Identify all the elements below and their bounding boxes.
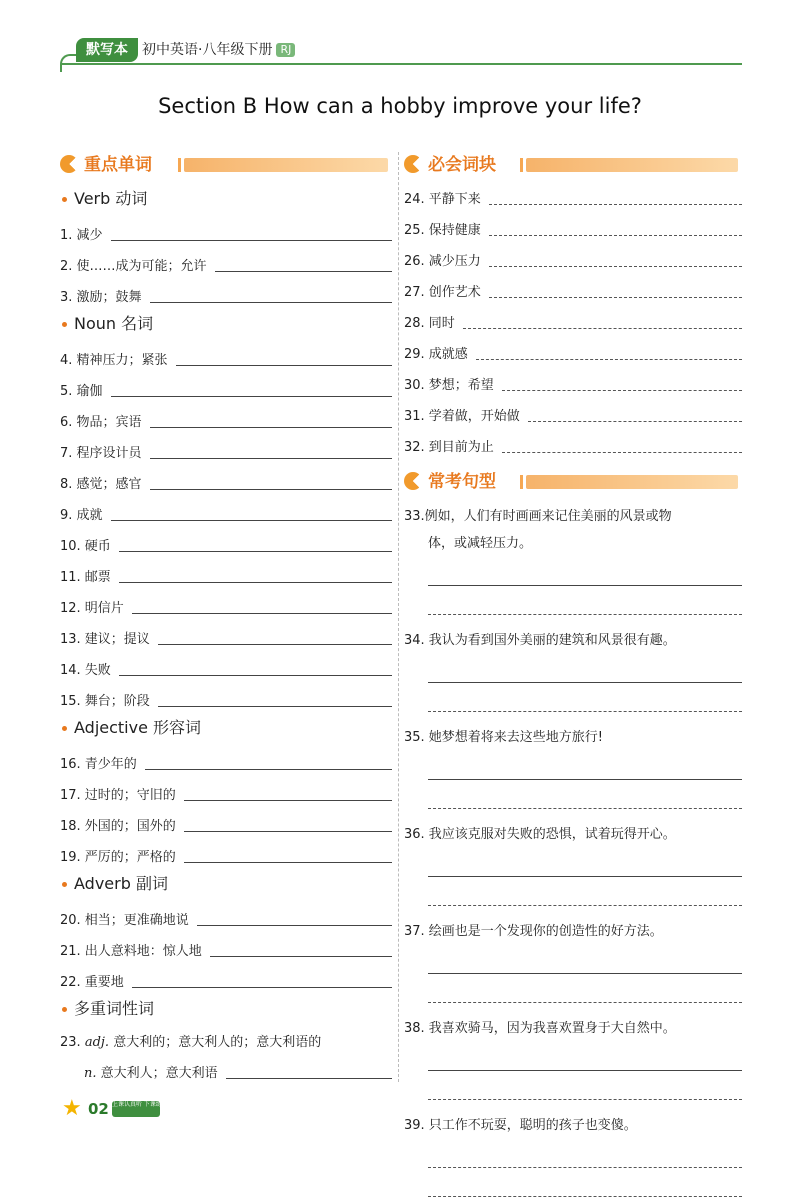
page-title: Section B How can a hobby improve your life?	[158, 94, 642, 118]
chunk-row	[404, 306, 742, 337]
pos-label-adjective: Adjective 形容词	[60, 715, 392, 741]
answer-blank[interactable]	[111, 396, 392, 397]
pacman-icon	[404, 472, 422, 490]
item-meaning: 意大利的；意大利人的；意大利语的	[113, 1035, 322, 1050]
vocab-prompt: 16. 青少年的	[60, 757, 137, 772]
answer-blank[interactable]	[210, 956, 392, 957]
sentence-33	[404, 503, 742, 615]
section-bar-cap	[178, 158, 181, 172]
answer-blank[interactable]	[158, 644, 392, 645]
answer-blank[interactable]	[184, 862, 392, 863]
answer-line[interactable]	[428, 557, 742, 586]
vocab-prompt: 1. 减少	[60, 228, 103, 243]
pos-label-noun: Noun 名词	[60, 311, 392, 337]
footer-tag: 上课认真听 下课练大题	[112, 1101, 160, 1117]
header-subtitle-text: 初中英语·八年级下册	[142, 42, 273, 58]
vocab-row	[60, 436, 392, 467]
column-divider	[398, 152, 399, 1082]
vocab-prompt: 12. 明信片	[60, 601, 124, 616]
answer-blank[interactable]	[528, 421, 742, 422]
section-bar	[184, 158, 388, 172]
sentence-prompt: 38. 我喜欢骑马，因为我喜欢置身于大自然中。	[404, 1021, 676, 1036]
answer-line[interactable]	[428, 654, 742, 683]
sentence-prompt: 37. 绘画也是一个发现你的创造性的好方法。	[404, 924, 663, 939]
vocab-prompt: 15. 舞台；阶段	[60, 694, 150, 709]
header-badge: 默写本	[76, 38, 138, 62]
answer-blank[interactable]	[489, 235, 742, 236]
answer-blank[interactable]	[119, 551, 392, 552]
answer-line[interactable]	[428, 974, 742, 1003]
chunk-prompt: 31. 学着做，开始做	[404, 409, 520, 424]
answer-blank[interactable]	[111, 520, 392, 521]
vocab-row	[60, 778, 392, 809]
answer-blank[interactable]	[158, 706, 392, 707]
chunk-row	[404, 430, 742, 461]
vocab-prompt: 9. 成就	[60, 508, 103, 523]
vocab-row	[60, 529, 392, 560]
vocab-row	[60, 280, 392, 311]
vocab-row	[60, 934, 392, 965]
sentence-36	[404, 821, 742, 906]
section-head-chunks	[404, 152, 742, 178]
section-title-chunks: 必会词块	[428, 155, 496, 175]
sentence-37	[404, 918, 742, 1003]
vocab-prompt: 11. 邮票	[60, 570, 111, 585]
answer-line[interactable]	[428, 683, 742, 712]
vocab-prompt: 14. 失败	[60, 663, 111, 678]
answer-line[interactable]	[428, 848, 742, 877]
vocab-prompt: 20. 相当；更准确地说	[60, 913, 189, 928]
pacman-icon	[60, 155, 78, 173]
item-meaning: 意大利人；意大利语	[100, 1066, 218, 1081]
vocab-prompt: 22. 重要地	[60, 975, 124, 990]
edition-badge: RJ	[276, 43, 295, 57]
answer-blank[interactable]	[215, 271, 392, 272]
vocab-row	[60, 498, 392, 529]
vocab-row	[60, 343, 392, 374]
right-column	[404, 152, 742, 1197]
star-icon: ★	[62, 1096, 82, 1121]
answer-blank[interactable]	[176, 365, 392, 366]
vocab-row	[60, 965, 392, 996]
answer-blank[interactable]	[132, 613, 392, 614]
answer-blank[interactable]	[111, 240, 392, 241]
chunk-prompt: 32. 到目前为止	[404, 440, 494, 455]
answer-line[interactable]	[428, 877, 742, 906]
vocab-text-23-noun	[60, 1064, 218, 1087]
chunk-prompt: 28. 同时	[404, 316, 455, 331]
answer-line[interactable]	[428, 1042, 742, 1071]
sentence-prompt: 39. 只工作不玩耍，聪明的孩子也变傻。	[404, 1118, 637, 1133]
vocab-row-23-noun	[60, 1056, 392, 1087]
section-bar-cap	[520, 475, 523, 489]
answer-blank[interactable]	[476, 359, 742, 360]
answer-blank[interactable]	[226, 1078, 392, 1079]
item-number: 23.	[60, 1035, 81, 1050]
vocab-prompt: 17. 过时的；守旧的	[60, 788, 176, 803]
vocab-prompt: 13. 建议；提议	[60, 632, 150, 647]
chunk-row	[404, 182, 742, 213]
vocab-row	[60, 903, 392, 934]
pos-label-adverb: Adverb 副词	[60, 871, 392, 897]
vocab-prompt: 21. 出人意料地：惊人地	[60, 944, 202, 959]
answer-line[interactable]	[428, 780, 742, 809]
answer-blank[interactable]	[184, 800, 392, 801]
vocab-row	[60, 405, 392, 436]
section-title-sentences: 常考句型	[428, 472, 496, 492]
pos-label-verb: Verb 动词	[60, 186, 392, 212]
left-column	[60, 152, 392, 1087]
answer-blank[interactable]	[150, 458, 392, 459]
vocab-prompt: 19. 严厉的；严格的	[60, 850, 176, 865]
pos-abbrev-n: n.	[84, 1066, 97, 1081]
vocab-prompt: 2. 使……成为可能；允许	[60, 259, 207, 274]
vocab-row	[60, 249, 392, 280]
sentence-prompt: 36. 我应该克服对失败的恐惧，试着玩得开心。	[404, 827, 676, 842]
section-head-sentences	[404, 469, 742, 495]
vocab-row	[60, 840, 392, 871]
answer-blank[interactable]	[119, 582, 392, 583]
vocab-prompt: 4. 精神压力；紧张	[60, 353, 168, 368]
answer-blank[interactable]	[150, 302, 392, 303]
section-bar-cap	[520, 158, 523, 172]
vocab-prompt: 7. 程序设计员	[60, 446, 142, 461]
page-header	[62, 36, 742, 68]
pos-abbrev-adj: adj.	[84, 1035, 110, 1050]
vocab-row	[60, 591, 392, 622]
sentence-34	[404, 627, 742, 712]
vocab-prompt: 10. 硬币	[60, 539, 111, 554]
vocab-row	[60, 747, 392, 778]
header-rule	[62, 63, 742, 65]
vocab-prompt: 18. 外国的；国外的	[60, 819, 176, 834]
header-subtitle	[142, 39, 295, 61]
vocab-prompt: 3. 激励；鼓舞	[60, 290, 142, 305]
page-number: 02	[88, 1100, 109, 1118]
vocab-row	[60, 374, 392, 405]
answer-blank[interactable]	[489, 297, 742, 298]
answer-blank[interactable]	[184, 831, 392, 832]
vocab-row	[60, 560, 392, 591]
answer-blank[interactable]	[145, 769, 392, 770]
sentence-38	[404, 1015, 742, 1100]
answer-blank[interactable]	[463, 328, 742, 329]
chunk-prompt: 24. 平静下来	[404, 192, 481, 207]
chunk-prompt: 25. 保持健康	[404, 223, 481, 238]
vocab-row	[60, 653, 392, 684]
sentence-prompt: 34. 我认为看到国外美丽的建筑和风景很有趣。	[404, 633, 676, 648]
chunk-row	[404, 337, 742, 368]
answer-blank[interactable]	[150, 489, 392, 490]
chunk-row	[404, 368, 742, 399]
vocab-row	[60, 467, 392, 498]
sentence-prompt: 33.例如，人们有时画画来记住美丽的风景或物	[404, 509, 672, 524]
answer-blank[interactable]	[132, 987, 392, 988]
vocab-row	[60, 684, 392, 715]
answer-line[interactable]	[428, 751, 742, 780]
chunk-row	[404, 399, 742, 430]
vocab-text-23	[60, 1033, 321, 1056]
vocab-row-23	[60, 1028, 392, 1056]
section-bar	[526, 158, 738, 172]
answer-line[interactable]	[428, 945, 742, 974]
answer-line[interactable]	[428, 1139, 742, 1168]
chunk-row	[404, 213, 742, 244]
answer-blank[interactable]	[119, 675, 392, 676]
section-title-vocab: 重点单词	[84, 155, 152, 175]
vocab-row	[60, 809, 392, 840]
sentence-39	[404, 1112, 742, 1197]
answer-line[interactable]	[428, 1071, 742, 1100]
section-bar	[526, 475, 738, 489]
chunk-row	[404, 275, 742, 306]
answer-blank[interactable]	[489, 266, 742, 267]
chunk-prompt: 26. 减少压力	[404, 254, 481, 269]
vocab-prompt: 6. 物品；宾语	[60, 415, 142, 430]
chunk-row	[404, 244, 742, 275]
vocab-row	[60, 218, 392, 249]
answer-blank[interactable]	[150, 427, 392, 428]
sentence-35	[404, 724, 742, 809]
pos-label-multi: 多重词性词	[60, 996, 392, 1022]
chunk-prompt: 30. 梦想；希望	[404, 378, 494, 393]
answer-blank[interactable]	[197, 925, 392, 926]
pacman-icon	[404, 155, 422, 173]
chunk-prompt: 29. 成就感	[404, 347, 468, 362]
sentence-prompt-cont: 体，或减轻压力。	[428, 536, 533, 551]
answer-blank[interactable]	[489, 204, 742, 205]
answer-line[interactable]	[428, 586, 742, 615]
vocab-prompt: 8. 感觉；感官	[60, 477, 142, 492]
answer-line[interactable]	[428, 1168, 742, 1197]
chunk-prompt: 27. 创作艺术	[404, 285, 481, 300]
section-head-vocab	[60, 152, 392, 178]
sentence-prompt: 35. 她梦想着将来去这些地方旅行!	[404, 730, 604, 745]
answer-blank[interactable]	[502, 452, 742, 453]
answer-blank[interactable]	[502, 390, 742, 391]
vocab-prompt: 5. 瑜伽	[60, 384, 103, 399]
vocab-row	[60, 622, 392, 653]
